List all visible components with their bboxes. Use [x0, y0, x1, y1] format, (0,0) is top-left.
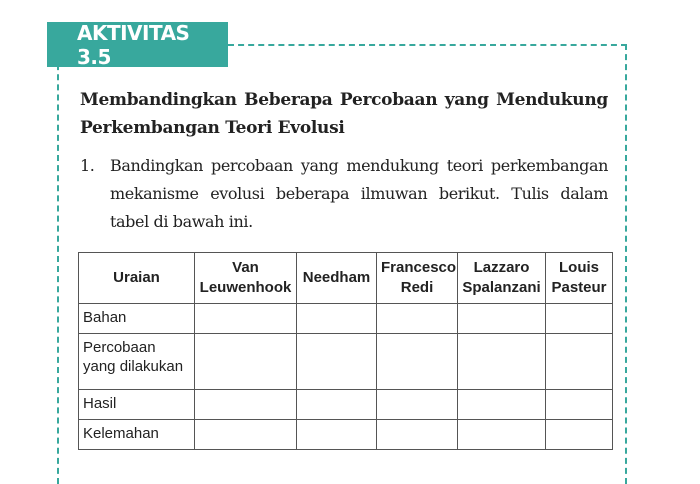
empty-cell[interactable]: [195, 420, 297, 450]
instruction-paragraph: [80, 152, 608, 236]
row-label: Hasil: [79, 390, 195, 420]
empty-cell[interactable]: [458, 420, 546, 450]
empty-cell[interactable]: [377, 304, 458, 334]
instruction-number: 1.: [80, 156, 95, 175]
empty-cell[interactable]: [297, 420, 377, 450]
column-header: Needham: [297, 253, 377, 304]
empty-cell[interactable]: [195, 334, 297, 390]
column-header: Van Leuwenhook: [195, 253, 297, 304]
comparison-table: [78, 252, 613, 450]
empty-cell[interactable]: [195, 390, 297, 420]
empty-cell[interactable]: [458, 304, 546, 334]
empty-cell[interactable]: [297, 334, 377, 390]
column-header: Uraian: [79, 253, 195, 304]
empty-cell[interactable]: [377, 390, 458, 420]
empty-cell[interactable]: [458, 334, 546, 390]
column-header: Louis Pasteur: [546, 253, 613, 304]
column-header: Francesco Redi: [377, 253, 458, 304]
empty-cell[interactable]: [546, 334, 613, 390]
column-header: Lazzaro Spalanzani: [458, 253, 546, 304]
empty-cell[interactable]: [546, 390, 613, 420]
empty-cell[interactable]: [546, 304, 613, 334]
activity-label: AKTIVITAS 3.5: [77, 20, 190, 69]
frame-top-border: [228, 44, 627, 46]
row-label: Percobaan yang dilakukan: [79, 334, 195, 390]
table-row: [79, 420, 613, 450]
empty-cell[interactable]: [195, 304, 297, 334]
row-label: Kelemahan: [79, 420, 195, 450]
empty-cell[interactable]: [297, 304, 377, 334]
table-row: [79, 390, 613, 420]
empty-cell[interactable]: [546, 420, 613, 450]
empty-cell[interactable]: [377, 334, 458, 390]
empty-cell[interactable]: [458, 390, 546, 420]
activity-badge: [47, 22, 228, 67]
empty-cell[interactable]: [297, 390, 377, 420]
instruction-text: Bandingkan percobaan yang mendukung teori perkembangan mekanisme evolusi beberapa ilmuwan berikut. Tulis dalam tabel di bawah ini.: [110, 156, 608, 231]
table-row: [79, 334, 613, 390]
table-row: [79, 304, 613, 334]
row-label: Bahan: [79, 304, 195, 334]
empty-cell[interactable]: [377, 420, 458, 450]
table-header-row: [79, 253, 613, 304]
activity-title: Membandingkan Beberapa Percobaan yang Mendukung Perkembangan Teori Evolusi: [80, 90, 608, 138]
